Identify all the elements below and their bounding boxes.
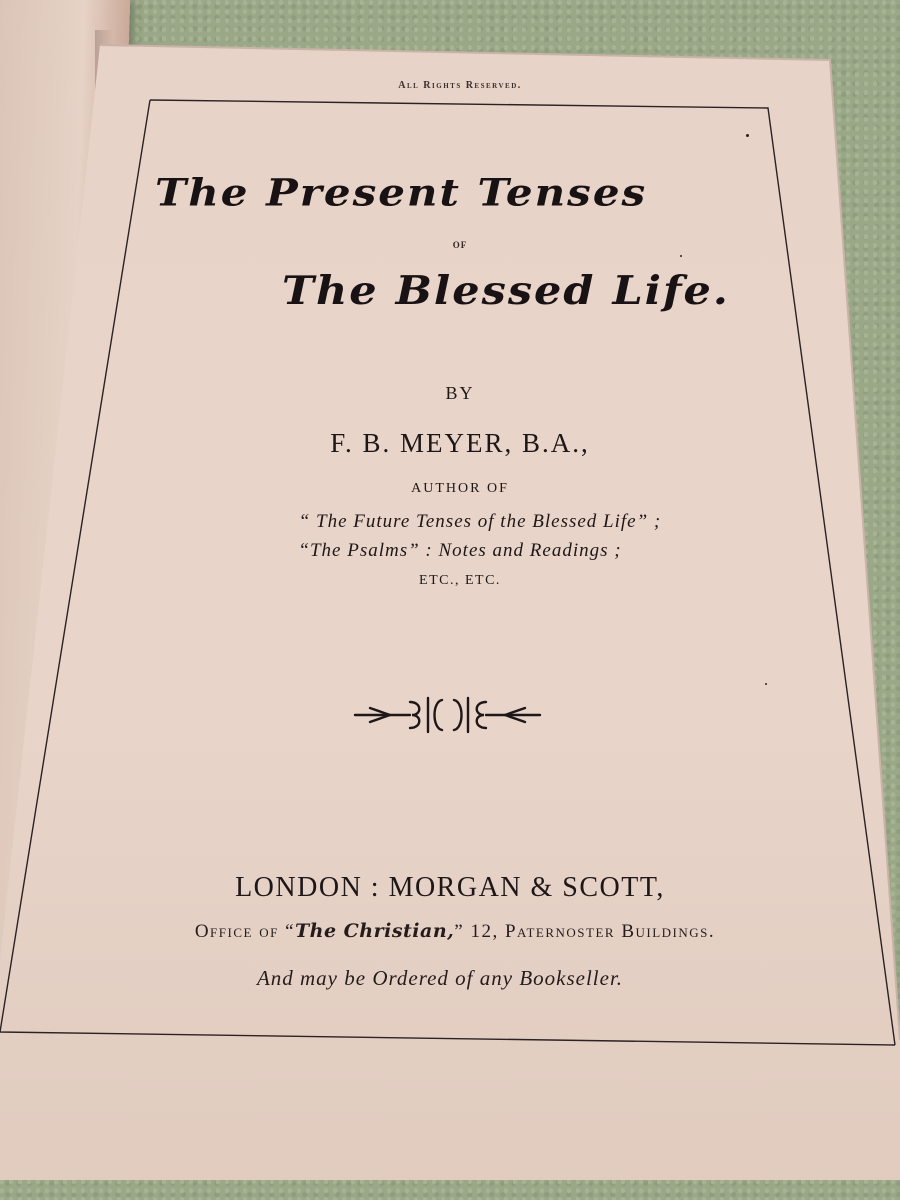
office-prefix: Office of “ bbox=[194, 921, 296, 942]
etc-label: ETC., ETC. bbox=[419, 573, 501, 588]
publisher-line: LONDON : MORGAN & SCOTT, bbox=[235, 872, 665, 903]
title-line-1: The Present Tenses bbox=[155, 170, 648, 215]
office-line bbox=[40, 920, 870, 943]
newspaper-name: The Christian, bbox=[295, 920, 455, 942]
paper-speck bbox=[765, 683, 767, 685]
other-work-2: “The Psalms” : Notes and Readings ; bbox=[298, 540, 622, 561]
rights-notice: All Rights Reserved. bbox=[398, 80, 522, 91]
scroll-fleuron-icon bbox=[350, 690, 545, 740]
author-name: F. B. MEYER, B.A., bbox=[330, 428, 590, 458]
by-label: BY bbox=[445, 383, 475, 403]
other-work-1: “ The Future Tenses of the Blessed Life” ; bbox=[298, 511, 662, 532]
paper-speck bbox=[680, 255, 682, 257]
ordering-note: And may be Ordered of any Bookseller. bbox=[256, 966, 624, 990]
office-suffix: ” 12, Paternoster Buildings. bbox=[454, 921, 716, 942]
paper-speck bbox=[746, 134, 749, 137]
title-connector: OF bbox=[452, 240, 468, 250]
title-line-2: The Blessed Life. bbox=[282, 268, 730, 314]
author-of-label: AUTHOR OF bbox=[411, 481, 509, 496]
